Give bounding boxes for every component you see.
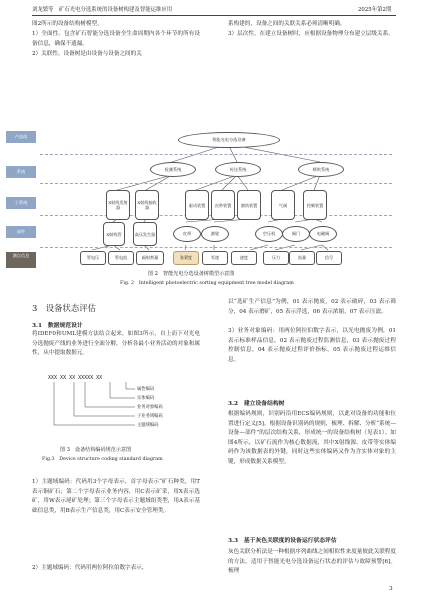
code-level-label: 子业务域编码 — [137, 414, 163, 419]
level-label-points: 测点信息 — [6, 252, 36, 268]
system-node: 传送系统 — [215, 162, 261, 177]
level-divider — [40, 183, 392, 184]
running-header-left: 刘龙繁等 矿石光电分选系统的设备树构建及智能运维应用 — [32, 7, 173, 13]
level-label: 产品线 — [6, 131, 36, 143]
code-level-label: 业务对象编码 — [137, 405, 163, 410]
part-node: 高压发生器 — [133, 222, 157, 246]
tree-root-node: 智能光电分选设备 — [178, 132, 280, 148]
subsection-heading: 3.3 基于灰色关联度的设备运行状态评估 — [228, 538, 337, 544]
paragraph: 根据编码规则，识别码沿用ECS编码规则，以此对设备的功能和位置进行定义[5]。根据设备识别码的规则，梳理、拆解、分析“系统—设备—部件”的层次结构关系，形成统一的设备结构树（见表1）。如图4所示，以矿石流作为核心数据流，其中X射线源、皮带等实体编码作为该数据表的外键，同时这些实体编码又作为含实体对象的主键，形成数据关系模型。 — [228, 411, 396, 465]
paragraph: 图2所示的设备结构树模型。 — [32, 21, 103, 27]
section-heading: 3 设备状态评估 — [32, 303, 96, 313]
paragraph: 2）关联性。设备树是由设备与设备之间的关 — [32, 51, 142, 57]
code-level-label: 实体编码 — [137, 396, 155, 401]
subsystem-node: 气阀 — [271, 190, 295, 220]
subsection-heading: 3.2 建立设备结构树 — [228, 401, 285, 407]
paragraph: 3）层次性。在建立设备树时，应根据设备物理分布建立层级关系。 — [228, 31, 394, 37]
measure-point-node: 流量 — [289, 251, 315, 265]
system-node: 检测系统 — [150, 162, 196, 177]
page-number: 3 — [389, 586, 393, 592]
system-node: 喷吹系统 — [298, 162, 344, 177]
figure-3-coding-diagram — [40, 375, 190, 447]
figure-2-caption-english: Fig. 2 Intelligent photoelectric sorting equipment tree model diagram — [120, 281, 294, 286]
measure-point-node: 辐射剂量 — [136, 251, 164, 265]
code-pattern: XXX XX XX XXXXX XX — [48, 375, 103, 381]
code-connectors — [40, 375, 190, 447]
paragraph: 2）主题域编码：代码用两位阿拉伯数字表示， — [32, 565, 148, 571]
paragraph: 1）主题域编码：代码用3个字母表示，首字母表示“矿石种类，用T表示铜矿石；第二个字母表示业务内容，用C表示矿采，用X表示选矿，用W表示尾矿处理；第三个字母表示主题域组类型，用A表示基础信息类，用B表示生产信息类，用C表示安全管理类。 — [32, 479, 200, 514]
level-label: 部件 — [6, 226, 36, 238]
code-level-label: 主题域编码 — [137, 423, 159, 428]
part-node: 阀门 — [282, 226, 310, 242]
part-node: 空压机 — [255, 226, 283, 242]
figure-2-caption: 图 2 智能光电分选设备树模型示意图 — [148, 271, 235, 277]
measure-point-node: 张紧度 — [173, 251, 199, 265]
figure-3-caption: 图 3 设备结构编码规范示意图 — [60, 447, 132, 453]
subsystem-node: X射线发射器 — [106, 190, 130, 220]
paragraph: 以“选矿生产信息”为例，01 表示抛废，02 表示破碎，03 表示筛分，04 表示磨矿，05 表示浮选，06 表示浓缩，07 表示压滤。 — [228, 299, 396, 315]
part-node: 皮带 — [173, 226, 201, 242]
paragraph: 将IDEF0和UML建模方法结合起来，如图3所示，自上而下对光电分选抛废产线的业务进行全面分解，分析各最小业务活动的对象和属性，从中提取数据元。 — [32, 331, 200, 357]
measure-point-node: 管电流 — [108, 251, 134, 265]
subsystem-node: 驱动装置 — [185, 190, 209, 220]
part-node: 电磁阀 — [309, 226, 337, 242]
part-node: X射线管 — [103, 222, 125, 246]
subsystem-node: X射线接收器 — [135, 190, 159, 220]
measure-point-node: 压力 — [263, 251, 289, 265]
measure-point-node: 零速 — [202, 251, 228, 265]
level-divider — [40, 247, 392, 248]
paragraph: 灰色关联分析法是一种根据序列曲线之间相似性来度量彼此关联程度的方法，适用于智能光电分选设备运行状态的评估与故障预警[6]。梳理 — [228, 549, 396, 575]
level-divider — [40, 154, 392, 155]
figure-3-caption-english: Fig.3 Device structure coding standard diagram — [42, 457, 163, 462]
level-label: 系统 — [6, 166, 36, 178]
measure-point-node: 信号 — [316, 251, 342, 265]
subsystem-node: 控制装置 — [303, 190, 327, 220]
subsection-heading: 3.1 数据规范设计 — [32, 323, 83, 329]
paragraph: 1）全面性。包含矿石智能分选设备全生命周期内各个环节的所有设备信息，确保不遗漏。 — [32, 31, 200, 47]
part-node: 滚轮 — [201, 226, 229, 242]
measure-point-node: 速度 — [231, 251, 257, 265]
running-header-right: 2025年第2期 — [358, 7, 392, 13]
subsystem-node: 皮带装置 — [211, 190, 235, 220]
paragraph: 3）业务对象编码：用两位阿拉伯数字表示，以光电抛废为例，01 表示标准样品信息，02 表示抛废过程监测信息，03 表示抛废过程控制信息，04 表示抛废过程评价指标，05 表示抛废过程运维信息。 — [228, 328, 396, 363]
subsystem-node: 滚筒装置 — [237, 190, 261, 220]
measure-point-node: 管电压 — [80, 251, 106, 265]
paragraph: 系构建的，设备之间的关联关系必须清晰明确。 — [228, 21, 346, 27]
level-label: 子系统 — [6, 197, 36, 209]
code-level-label: 属性编码 — [137, 387, 155, 392]
